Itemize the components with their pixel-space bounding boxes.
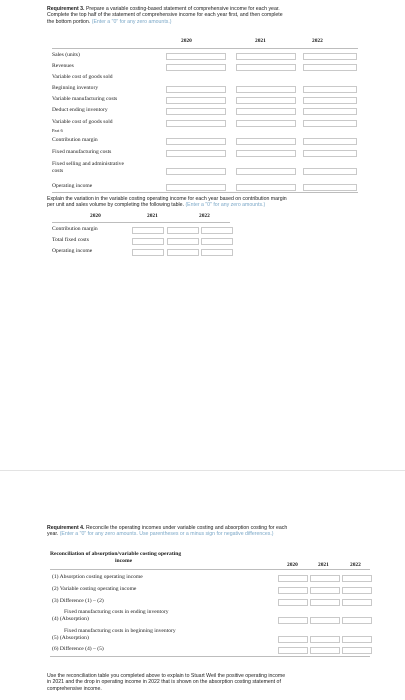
input-contribution-2020[interactable] xyxy=(166,138,226,145)
input-operating-income-2020[interactable] xyxy=(166,184,226,191)
row-variable-cogs-header: Variable cost of goods sold xyxy=(52,74,113,80)
req4-year-2020: 2020 xyxy=(287,562,298,568)
req3-hint: (Enter a "0" for any zero amounts.) xyxy=(91,18,172,25)
req4-row-difference-1-2: (3) Difference (1) – (2) xyxy=(52,598,104,604)
row-variable-cogs-total: Variable cost of goods sold xyxy=(52,119,113,125)
req3-year-2021: 2021 xyxy=(255,38,266,44)
req4-table-title-1: Reconciliation of absorption/variable costing operating xyxy=(50,551,182,557)
explain-instructions xyxy=(47,196,387,209)
input-variable-mfg-2021[interactable] xyxy=(236,97,296,104)
explain-row-contribution: Contribution margin xyxy=(52,226,98,232)
explain-input-fixed-2021[interactable] xyxy=(167,238,199,245)
explain-input-operating-2022[interactable] xyxy=(201,249,233,256)
row-fixed-sga-costs: costs xyxy=(52,168,64,174)
input-contribution-2022[interactable] xyxy=(303,138,357,145)
req4-footer-1: Use the reconciliation table you completed above to explain to Stuart Weil the positive operating income xyxy=(47,673,286,679)
req4-input-beginning-2020[interactable] xyxy=(278,636,308,643)
req4-line-2: year. xyxy=(47,531,59,538)
req4-footer-rule xyxy=(50,656,370,657)
explain-input-contribution-2021[interactable] xyxy=(167,227,199,234)
explain-year-2020: 2020 xyxy=(90,213,101,219)
req4-year-2021: 2021 xyxy=(318,562,329,568)
input-operating-income-2022[interactable] xyxy=(303,184,357,191)
req3-header-rule xyxy=(52,48,358,49)
input-revenues-2021[interactable] xyxy=(236,64,296,71)
req4-header-rule xyxy=(50,569,370,570)
req4-footer-2: in 2021 and the drop in operating income in 2022 that is shown on the absorption costing statement of xyxy=(47,679,281,686)
explain-input-contribution-2020[interactable] xyxy=(132,227,164,234)
req4-input-diff6-2022[interactable] xyxy=(342,647,372,654)
explain-header-rule xyxy=(52,222,230,223)
input-fixed-mfg-2022[interactable] xyxy=(303,150,357,157)
req4-input-beginning-2022[interactable] xyxy=(342,636,372,643)
input-sales-units-2020[interactable] xyxy=(166,53,226,60)
explain-input-operating-2020[interactable] xyxy=(132,249,164,256)
req4-input-ending-2020[interactable] xyxy=(278,617,308,624)
req4-title: Requirement 4. xyxy=(47,525,85,531)
input-beginning-inv-2020[interactable] xyxy=(166,86,226,93)
row-fixed-sga: Fixed selling and administrative xyxy=(52,161,124,167)
row-part-6: Part 6 xyxy=(52,128,63,133)
req4-input-beginning-2021[interactable] xyxy=(310,636,340,643)
row-operating-income: Operating income xyxy=(52,183,93,189)
input-variable-mfg-2020[interactable] xyxy=(166,97,226,104)
req4-input-diff6-2020[interactable] xyxy=(278,647,308,654)
req4-row-absorption-5: (5) (Absorption) xyxy=(52,635,89,641)
input-revenues-2022[interactable] xyxy=(303,64,357,71)
req4-input-diff3-2021[interactable] xyxy=(310,599,340,606)
req4-input-ending-2021[interactable] xyxy=(310,617,340,624)
req4-footer-3: comprehensive income. xyxy=(47,685,102,692)
input-fixed-sga-2022[interactable] xyxy=(303,168,357,175)
req4-hint: (Enter a "0" for any zero amounts. Use parentheses or a minus sign for negative differences.) xyxy=(59,531,274,538)
req4-input-variable-2021[interactable] xyxy=(310,587,340,594)
explain-input-operating-2021[interactable] xyxy=(167,249,199,256)
input-variable-cogs-2021[interactable] xyxy=(236,120,296,127)
input-fixed-sga-2021[interactable] xyxy=(236,168,296,175)
req4-input-absorption-2022[interactable] xyxy=(342,575,372,582)
req4-row-absorption-oi: (1) Absorption costing operating income xyxy=(52,574,143,580)
input-ending-inv-2022[interactable] xyxy=(303,108,357,115)
row-revenues: Revenues xyxy=(52,63,74,69)
req3-title: Requirement 3. xyxy=(47,6,85,12)
req4-line-1: Reconcile the operating incomes under variable costing and absorption costing for each xyxy=(85,525,288,531)
req3-instructions xyxy=(47,6,377,25)
input-contribution-2021[interactable] xyxy=(236,138,296,145)
explain-year-2022: 2022 xyxy=(199,213,210,219)
input-variable-cogs-2020[interactable] xyxy=(166,120,226,127)
row-beginning-inventory: Beginning inventory xyxy=(52,85,99,91)
explain-line-1: Explain the variation in the variable costing operating income for each year based on contribution margin xyxy=(47,196,287,202)
input-fixed-mfg-2020[interactable] xyxy=(166,150,226,157)
req4-input-ending-2022[interactable] xyxy=(342,617,372,624)
explain-input-contribution-2022[interactable] xyxy=(201,227,233,234)
row-sales-units: Sales (units) xyxy=(52,52,80,58)
req4-input-absorption-2020[interactable] xyxy=(278,575,308,582)
input-ending-inv-2020[interactable] xyxy=(166,108,226,115)
input-sales-units-2022[interactable] xyxy=(303,53,357,60)
req4-row-fixed-beginning: Fixed manufacturing costs in beginning inventory xyxy=(64,628,176,634)
req4-input-diff3-2022[interactable] xyxy=(342,599,372,606)
input-beginning-inv-2021[interactable] xyxy=(236,86,296,93)
req4-input-diff6-2021[interactable] xyxy=(310,647,340,654)
req4-year-2022: 2022 xyxy=(350,562,361,568)
input-operating-income-2021[interactable] xyxy=(236,184,296,191)
row-deduct-ending-inv: Deduct ending inventory xyxy=(52,107,108,113)
page-separator xyxy=(0,470,405,471)
req4-row-absorption-4: (4) (Absorption) xyxy=(52,616,89,622)
req3-year-2022: 2022 xyxy=(312,38,323,44)
req4-row-difference-4-5: (6) Difference (4) – (5) xyxy=(52,646,104,652)
req4-instructions xyxy=(47,525,387,538)
input-variable-cogs-2022[interactable] xyxy=(303,120,357,127)
req4-input-variable-2020[interactable] xyxy=(278,587,308,594)
input-fixed-sga-2020[interactable] xyxy=(166,168,226,175)
explain-hint: (Enter a "0" for any zero amounts.) xyxy=(185,202,266,209)
req3-instruction-3: the bottom portion. xyxy=(47,18,91,25)
input-revenues-2020[interactable] xyxy=(166,64,226,71)
req4-table-title-2: income xyxy=(115,558,133,564)
input-sales-units-2021[interactable] xyxy=(236,53,296,60)
explain-row-operating: Operating income xyxy=(52,248,93,254)
req4-row-variable-oi: (2) Variable costing operating income xyxy=(52,586,137,592)
req3-footer-rule xyxy=(52,192,358,193)
input-beginning-inv-2022[interactable] xyxy=(303,86,357,93)
explain-row-fixed-costs: Total fixed costs xyxy=(52,237,89,243)
input-ending-inv-2021[interactable] xyxy=(236,108,296,115)
explain-input-fixed-2022[interactable] xyxy=(201,238,233,245)
req4-footer xyxy=(47,673,387,692)
explain-input-fixed-2020[interactable] xyxy=(132,238,164,245)
req4-input-diff3-2020[interactable] xyxy=(278,599,308,606)
req3-instruction-2: Complete the top half of the statement of comprehensive income for each year first, and then complete xyxy=(47,12,283,19)
req4-input-variable-2022[interactable] xyxy=(342,587,372,594)
req4-row-fixed-ending: Fixed manufacturing costs in ending inventory xyxy=(64,609,169,615)
input-variable-mfg-2022[interactable] xyxy=(303,97,357,104)
req4-input-absorption-2021[interactable] xyxy=(310,575,340,582)
row-variable-mfg-costs: Variable manufacturing costs xyxy=(52,96,118,102)
explain-line-2: per unit and sales volume by completing the following table. xyxy=(47,202,184,209)
req3-year-2020: 2020 xyxy=(181,38,192,44)
row-fixed-mfg-costs: Fixed manufacturing costs xyxy=(52,149,112,155)
row-contribution-margin: Contribution margin xyxy=(52,137,98,143)
input-fixed-mfg-2021[interactable] xyxy=(236,150,296,157)
req3-instruction: Prepare a variable costing-based statement of comprehensive income for each year. xyxy=(85,6,280,12)
explain-year-2021: 2021 xyxy=(147,213,158,219)
